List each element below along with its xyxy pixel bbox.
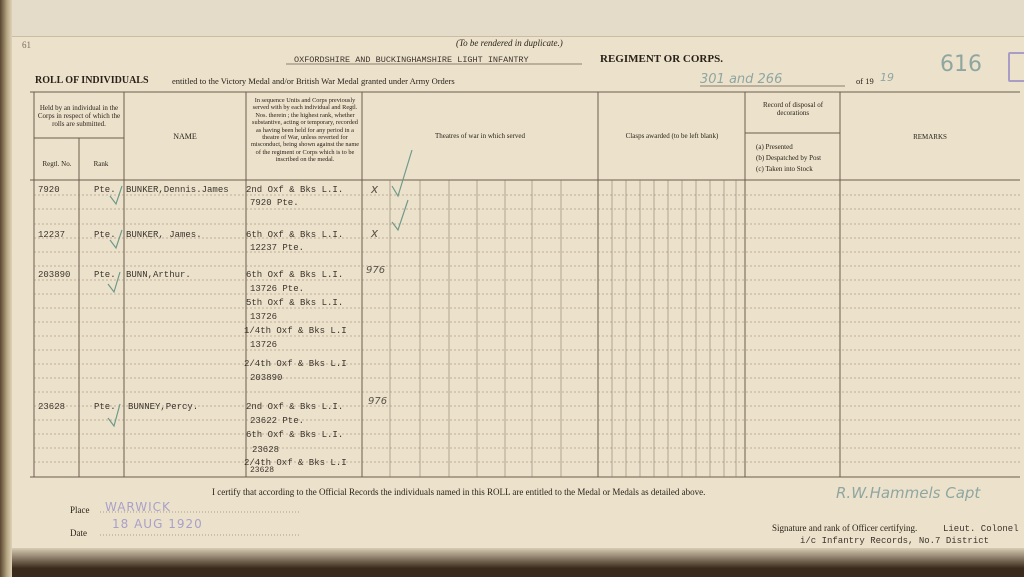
regiment-name: OXFORDSHIRE AND BUCKINGHAMSHIRE LIGHT INFANTRY <box>294 55 529 65</box>
rank-header: Rank <box>93 160 109 168</box>
of-year-label: of 19 <box>856 76 874 86</box>
entry-mark: 976 <box>366 265 386 276</box>
signature-label: Signature and rank of Officer certifying. <box>772 523 918 533</box>
remarks-header: REMARKS <box>913 133 947 141</box>
entry-unit: 23622 Pte. <box>250 416 305 426</box>
place-stamp: WARWICK <box>105 500 171 514</box>
name-header: NAME <box>173 132 197 141</box>
records-office: i/c Infantry Records, No.7 District <box>800 536 990 546</box>
certify-text: I certify that according to the Official Records the individuals named in this ROLL are entitled to the Medal or Medals as detailed above. <box>212 487 706 497</box>
entry-name: BUNKER, James. <box>126 230 202 240</box>
entry-name: BUNKER,Dennis.James <box>126 185 229 195</box>
disposal-presented: (a) Presented <box>756 143 793 151</box>
entry-name: BUNN,Arthur. <box>126 270 191 280</box>
theatres-header: Theatres of war in which served <box>435 132 525 140</box>
roll-title: ROLL OF INDIVIDUALS <box>35 75 149 86</box>
entry-unit: 23628 <box>250 466 275 475</box>
entry-unit: 6th Oxf & Bks L.I. <box>246 430 344 440</box>
date-label: Date <box>70 528 87 538</box>
army-orders-handwritten: 301 and 266 <box>700 72 783 87</box>
entry-mark: 976 <box>368 396 388 407</box>
entry-rank: Pte. <box>94 230 116 240</box>
entry-unit: 203890 <box>250 373 283 383</box>
entry-mark: x <box>371 182 379 196</box>
book-binding <box>0 0 12 577</box>
entry-rank: Pte. <box>94 402 116 412</box>
entry-unit: 13726 Pte. <box>250 284 305 294</box>
entry-unit: 13726 <box>250 340 278 350</box>
duplicate-note: (To be rendered in duplicate.) <box>456 38 563 48</box>
entry-unit: 2/4th Oxf & Bks L.I <box>244 458 347 468</box>
entry-unit: 5th Oxf & Bks L.I. <box>246 298 344 308</box>
entry-unit: 7920 Pte. <box>250 198 299 208</box>
corner-stamp-mark <box>1008 52 1024 82</box>
entry-regtl-no: 23628 <box>38 402 66 412</box>
entry-unit: 2nd Oxf & Bks L.I. <box>246 185 344 195</box>
regiment-label: REGIMENT OR CORPS. <box>600 53 723 65</box>
entry-regtl-no: 7920 <box>38 185 60 195</box>
entry-rank: Pte. <box>94 270 116 280</box>
regtl-no-header: Regtl. No. <box>42 160 72 168</box>
signature-handwritten: R.W.Hammels Capt <box>836 484 981 502</box>
entry-unit: 6th Oxf & Bks L.I. <box>246 230 344 240</box>
disposal-stock: (c) Taken into Stock <box>756 165 813 173</box>
entry-unit: 23628 <box>252 445 280 455</box>
date-stamp: 18 AUG 1920 <box>112 517 203 531</box>
entry-unit: 6th Oxf & Bks L.I. <box>246 270 344 280</box>
officer-rank: Lieut. Colonel <box>943 524 1019 534</box>
entry-unit: 2nd Oxf & Bks L.I. <box>246 402 344 412</box>
entry-unit: 1/4th Oxf & Bks L.I <box>244 326 347 336</box>
clasps-header: Clasps awarded (to be left blank) <box>625 132 719 140</box>
entry-name: BUNNEY,Percy. <box>128 402 199 412</box>
entry-mark: x <box>371 226 379 240</box>
units-header: In sequence Units and Corps previously served with by each individual and Regtl. Nos. therein ; the highest rank, whether substantive, acting or temporary, recorded as having been held for any period in a theatre of War, unless reverted for misconduct, being shown against the name of the regiment or Corps which is to be inscribed on the medal. <box>250 97 360 164</box>
held-by-header: Held by an individual in the Corps in respect of which the rolls are submitted. <box>37 104 121 128</box>
corner-page-mark: 61 <box>22 40 31 50</box>
page-bottom-edge <box>0 548 1024 577</box>
year-handwritten: 19 <box>880 71 894 84</box>
entry-rank: Pte. <box>94 185 116 195</box>
page-number: 616 <box>940 52 982 77</box>
entry-unit: 13726 <box>250 312 278 322</box>
disposal-header: Record of disposal of decorations <box>762 101 824 117</box>
entry-regtl-no: 12237 <box>38 230 66 240</box>
entry-unit: 2/4th Oxf & Bks L.I <box>244 359 347 369</box>
place-label: Place <box>70 505 90 515</box>
entry-unit: 12237 Pte. <box>250 243 305 253</box>
disposal-despatched: (b) Despatched by Post <box>756 154 822 162</box>
roll-subtitle: entitled to the Victory Medal and/or British War Medal granted under Army Orders <box>172 76 455 86</box>
entry-regtl-no: 203890 <box>38 270 71 280</box>
